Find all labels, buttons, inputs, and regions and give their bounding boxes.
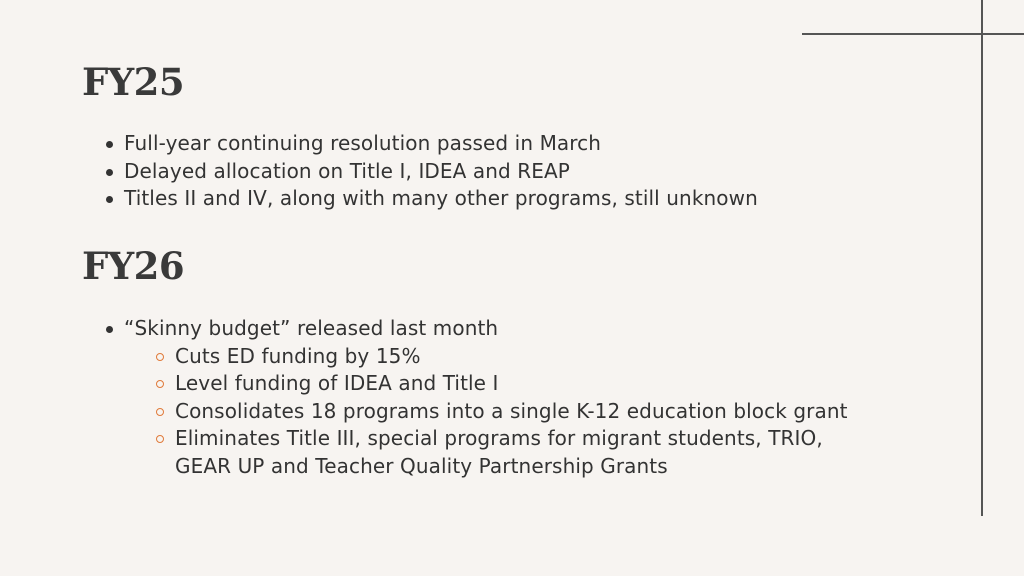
bullet-dot-icon (106, 141, 113, 148)
decorative-vertical-line (981, 0, 983, 516)
sub-list-item-text: Cuts ED funding by 15% (175, 343, 421, 368)
list-item-text: Full-year continuing resolution passed in March (124, 131, 602, 155)
sub-list-item (104, 398, 848, 426)
fy26-bullet-list (104, 315, 498, 343)
hollow-circle-bullet-icon (156, 408, 164, 416)
bullet-dot-icon (106, 196, 113, 203)
section-heading-fy25: FY25 (82, 60, 185, 104)
bullet-dot-icon (106, 326, 113, 333)
sub-list-item (104, 425, 848, 480)
hollow-circle-bullet-icon (156, 353, 164, 361)
sub-list-item-text: Level funding of IDEA and Title I (175, 371, 499, 395)
sub-list-item-text: Consolidates 18 programs into a single K-12 education block grant (175, 398, 848, 423)
list-item (104, 185, 758, 213)
list-item (104, 315, 498, 343)
sub-list-item-text-line-2: GEAR UP and Teacher Quality Partnership Grants (175, 453, 668, 478)
hollow-circle-bullet-icon (156, 380, 164, 388)
decorative-horizontal-line (802, 33, 1024, 35)
list-item (104, 158, 758, 186)
fy25-bullet-list (104, 130, 758, 213)
list-item-text: Delayed allocation on Title I, IDEA and REAP (124, 158, 570, 183)
sub-list-item-text-line-1: Eliminates Title III, special programs for migrant students, TRIO, (175, 426, 823, 450)
list-item (104, 130, 758, 158)
list-item-text: “Skinny budget” released last month (124, 316, 499, 340)
sub-list-item (104, 343, 848, 371)
list-item-text: Titles II and IV, along with many other programs, still unknown (124, 186, 758, 210)
hollow-circle-bullet-icon (156, 435, 164, 443)
bullet-dot-icon (106, 169, 113, 176)
fy26-sub-bullet-list (104, 343, 848, 481)
sub-list-item (104, 370, 848, 398)
section-heading-fy26: FY26 (82, 244, 185, 288)
